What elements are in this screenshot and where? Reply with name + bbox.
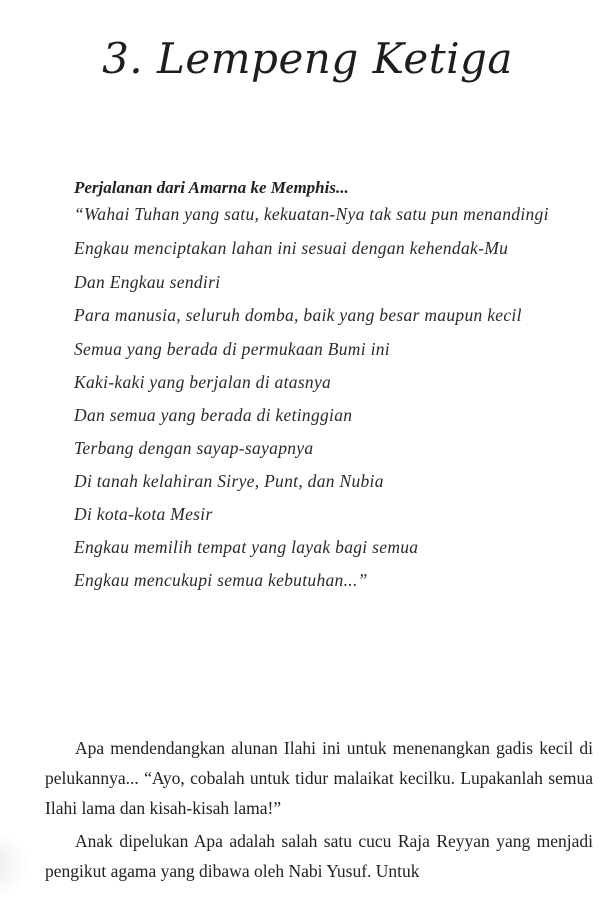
verse-line: Engkau menciptakan lahan ini sesuai dengan kehendak-Mu [74, 238, 509, 258]
verse-line: “Wahai Tuhan yang satu, kekuatan-Nya tak satu pun menandingi [74, 204, 549, 224]
poem-block [74, 176, 592, 601]
verse-line: Kaki-kaki yang berjalan di atasnya [74, 372, 332, 392]
page-corner-shadow [0, 830, 30, 900]
verse-line: Para manusia, seluruh domba, baik yang besar maupun kecil [74, 305, 522, 325]
prose-block [45, 733, 593, 886]
poem-intro: Perjalanan dari Amarna ke Memphis... [74, 178, 349, 197]
verse-line: Dan Engkau sendiri [74, 272, 221, 292]
verse-line: Semua yang berada di permukaan Bumi ini [74, 339, 390, 359]
body-paragraph: Apa mendendangkan alunan Ilahi ini untuk menenangkan gadis kecil di pelukannya... “Ayo, cobalah untuk tidur malaikat kecilku. Lupakanlah semua Ilahi lama dan kisah-kisah lama!” [45, 738, 593, 818]
chapter-title: 3. Lempeng Ketiga [102, 34, 513, 83]
verse-line: Engkau mencukupi semua kebutuhan...” [74, 570, 368, 590]
verse-line: Engkau memilih tempat yang layak bagi semua [74, 537, 419, 557]
body-paragraph: Anak dipelukan Apa adalah salah satu cucu Raja Reyyan yang menjadi pengikut agama yang dibawa oleh Nabi Yusuf. Untuk [45, 831, 593, 881]
verse-line: Di kota-kota Mesir [74, 504, 213, 524]
verse-line: Terbang dengan sayap-sayapnya [74, 438, 314, 458]
verse-line: Dan semua yang berada di ketinggian [74, 405, 353, 425]
verse-line: Di tanah kelahiran Sirye, Punt, dan Nubia [74, 471, 384, 491]
